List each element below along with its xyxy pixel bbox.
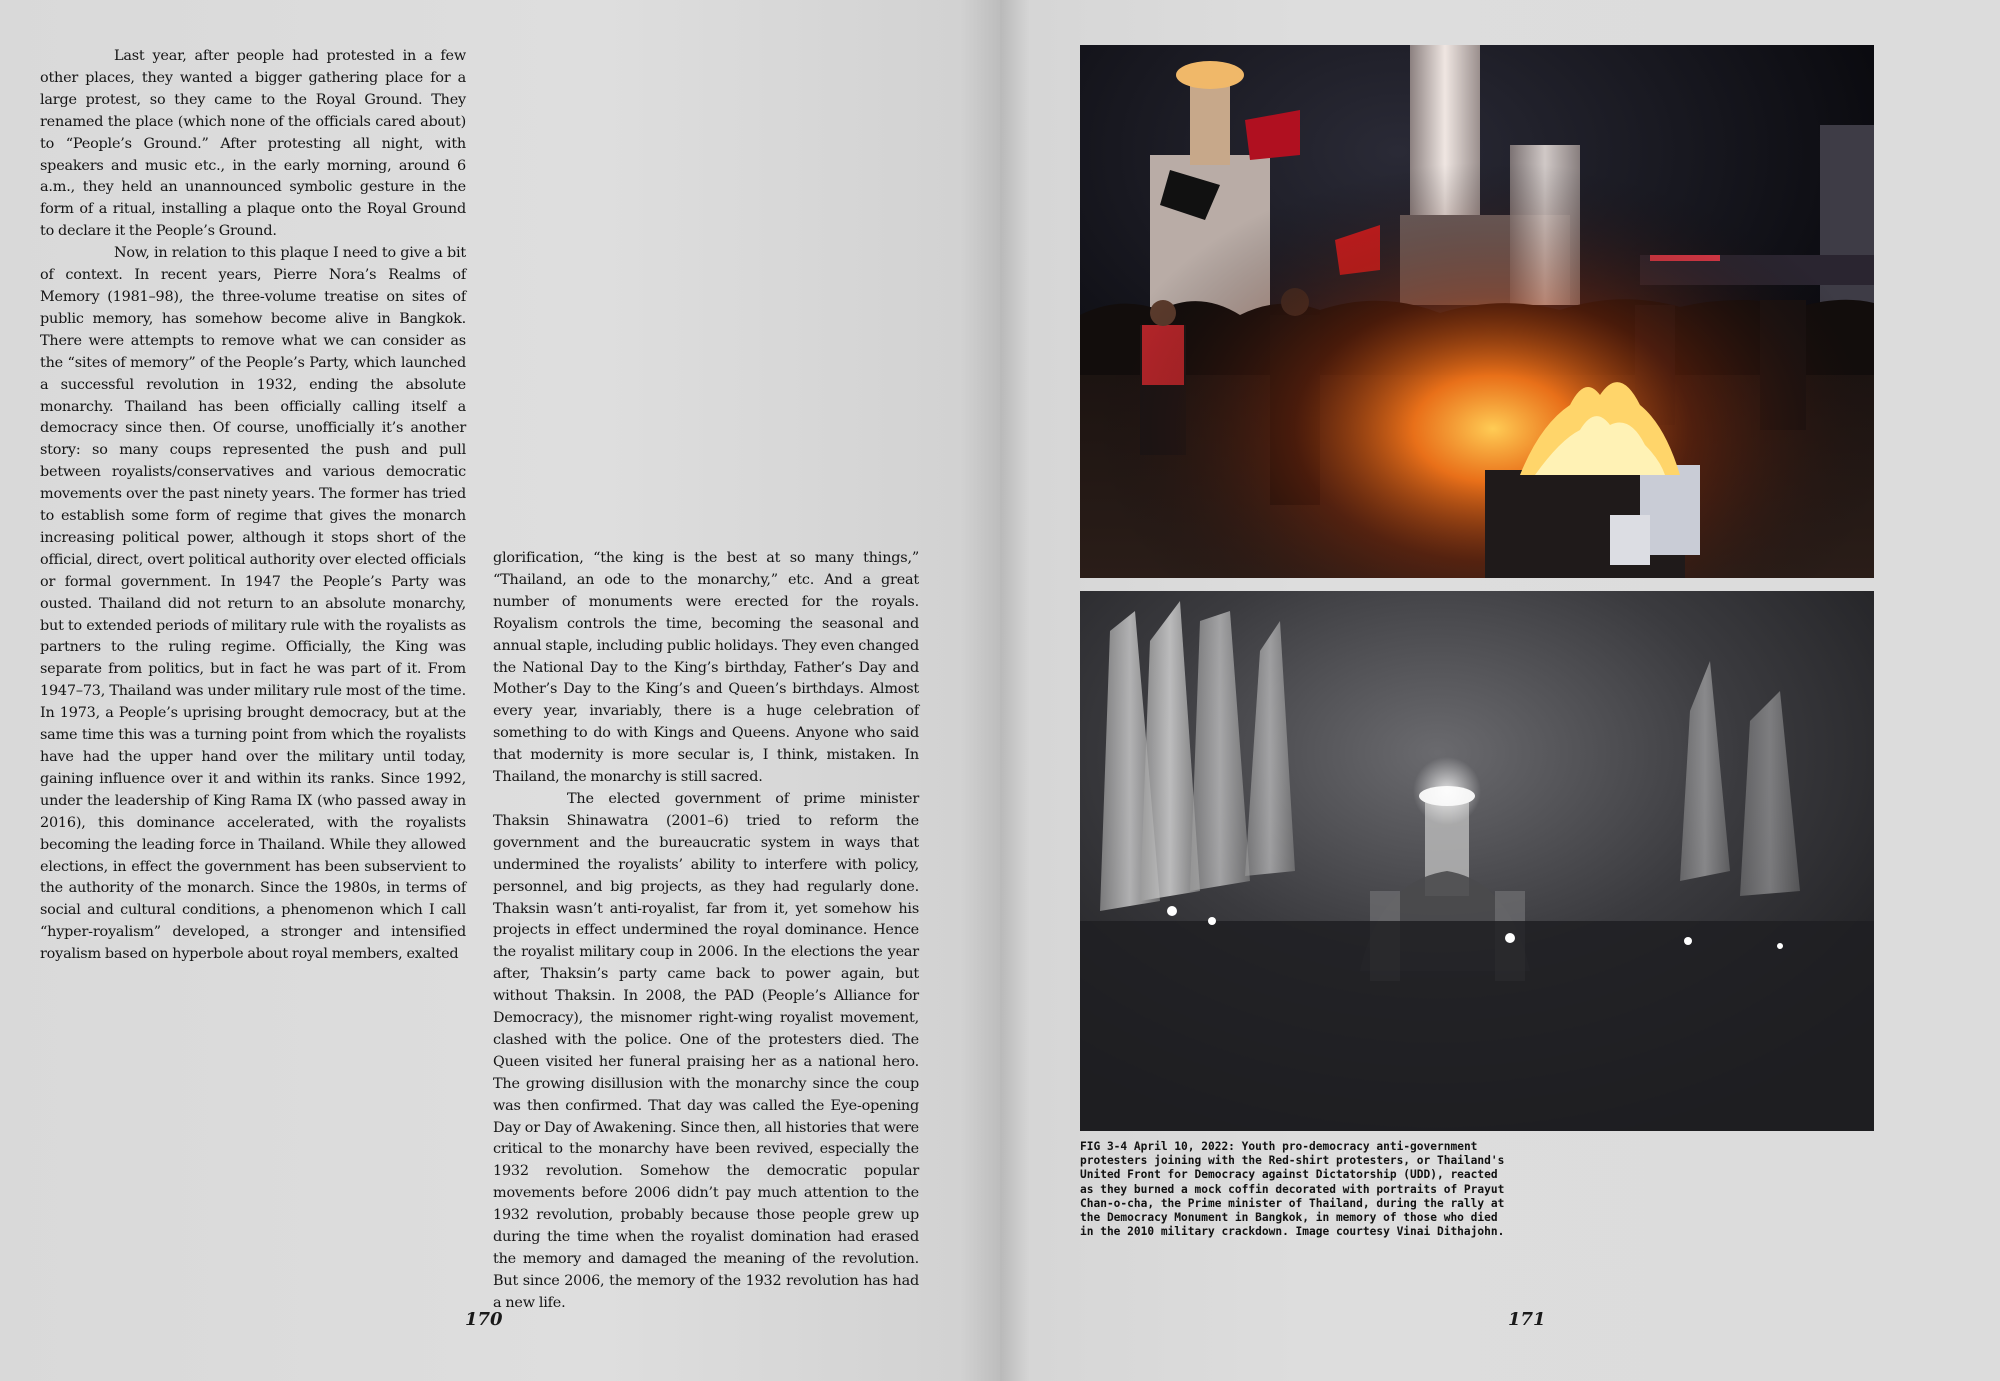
paragraph: The elected government of prime minister Thaksin Shinawatra (2001–6) tried to reform the government and the bureaucratic system in ways that undermined the royalists’ ability to interfere with policy, personnel, and big projects, as they had regularly done. Thaksin wasn’t anti-royalist, far from it, yet somehow his projects in effect undermined the royal dominance. Hence the royalist military coup in 2006. In the elections the year after, Thaksin’s party came back to power again, but without Thaksin. In 2008, the PAD (People’s Alliance for Democracy), the misnomer right-wing royalist movement, clashed with the police. One of the protesters died. The Queen visited her funeral praising her as a national hero. The growing disillusion with the monarchy since the coup was then confirmed. That day was called the Eye-opening Day or Day of Awakening. Since then, all histories that were critical to the monarchy have been revived, especially the 1932 revolution. Somehow the democratic popular movements before 2006 didn’t pay much attention to the 1932 revolution, probably because those people grew up during the time when the royalist domination had erased the memory and damaged the meaning of the revolution. But since 2006, the memory of the 1932 revolution has had a new life. — [493, 790, 919, 1311]
paragraph: glorification, “the king is the best at so many things,” “Thailand, an ode to the monarchy,” etc. And a great number of monuments were erected for the royals. Royalism controls the time, becoming the seasonal and annual staple, including public holidays. They even changed the National Day to the King’s birthday, Father’s Day and Mother’s Day to the King’s and Queen’s birthdays. Almost every year, invariably, there is a huge celebration of something to do with Kings and Queens. Anyone who said that modernity is more secular is, I think, mistaken. In Thailand, the monarchy is still sacred. — [493, 550, 919, 786]
protest-fire-photo — [1080, 45, 1874, 578]
paragraph: Last year, after people had protested in a few other places, they wanted a bigger gathering place for a large protest, so they came to the Royal Ground. They renamed the place (which none of the officials cared about) to “People’s Ground.” After protesting all night, with speakers and music etc., in the early morning, around 6 a.m., they held an unannounced symbolic gesture in the form of a ritual, installing a plaque onto the Royal Ground to declare it the People’s Ground. — [40, 48, 466, 240]
text-column-right — [493, 548, 919, 1315]
caption-label: FIG 3-4 April 10, 2022: — [1080, 1140, 1235, 1153]
monument-smoke-photo — [1080, 591, 1874, 1131]
page-number-right: 171 — [1508, 1309, 1546, 1330]
caption-text: Youth pro-democracy anti-government protesters joining with the Red-shirt protesters, or Thailand's United Front for Democracy against Dictatorship (UDD), reacted as they burned a mock coffin decorated with portraits of Prayut Chan-o-cha, the Prime minister of Thailand, during the rally at the Democracy Monument in Bangkok, in memory of those who died in the 2010 military crackdown. Image courtesy Vinai Dithajohn. — [1080, 1140, 1505, 1239]
right-page — [1000, 0, 2000, 1381]
paragraph: Now, in relation to this plaque I need to give a bit of context. In recent years, Pierre Nora’s Realms of Memory (1981–98), the three-volume treatise on sites of public memory, has somehow become alive in Bangkok. There were attempts to remove what we can consider as the “sites of memory” of the People’s Party, which launched a successful revolution in 1932, ending the absolute monarchy. Thailand has been officially calling itself a democracy since then. Of course, unofficially it’s another story: so many coups represented the push and pull between royalists/conservatives and various democratic movements over the past ninety years. The former has tried to establish some form of regime that gives the monarch increasing political power, although it stops short of the official, direct, overt political authority over elected officials or formal government. In 1947 the People’s Party was ousted. Thailand did not return to an absolute monarchy, but to extended periods of military rule with the royalists as partners to the ruling regime. Officially, the King was separate from politics, but in fact he was part of it. From 1947–73, Thailand was under military rule most of the time. In 1973, a People’s uprising brought democracy, but at the same time this was a turning point from which the royalists have had the upper hand over the military until today, gaining influence over it and within its ranks. Since 1992, under the leadership of King Rama IX (who passed away in 2016), this dominance accelerated, with the royalists becoming the leading force in Thailand. While they allowed elections, in effect the government has been subservient to the authority of the monarch. Since the 1980s, in terms of social and cultural conditions, a phenomenon which I call “hyper-royalism” developed, a stronger and intensified royalism based on hyperbole about royal members, exalted — [40, 245, 466, 963]
text-column-left — [40, 46, 466, 966]
figure-caption — [1080, 1140, 1510, 1239]
page-number-left: 170 — [465, 1309, 503, 1330]
